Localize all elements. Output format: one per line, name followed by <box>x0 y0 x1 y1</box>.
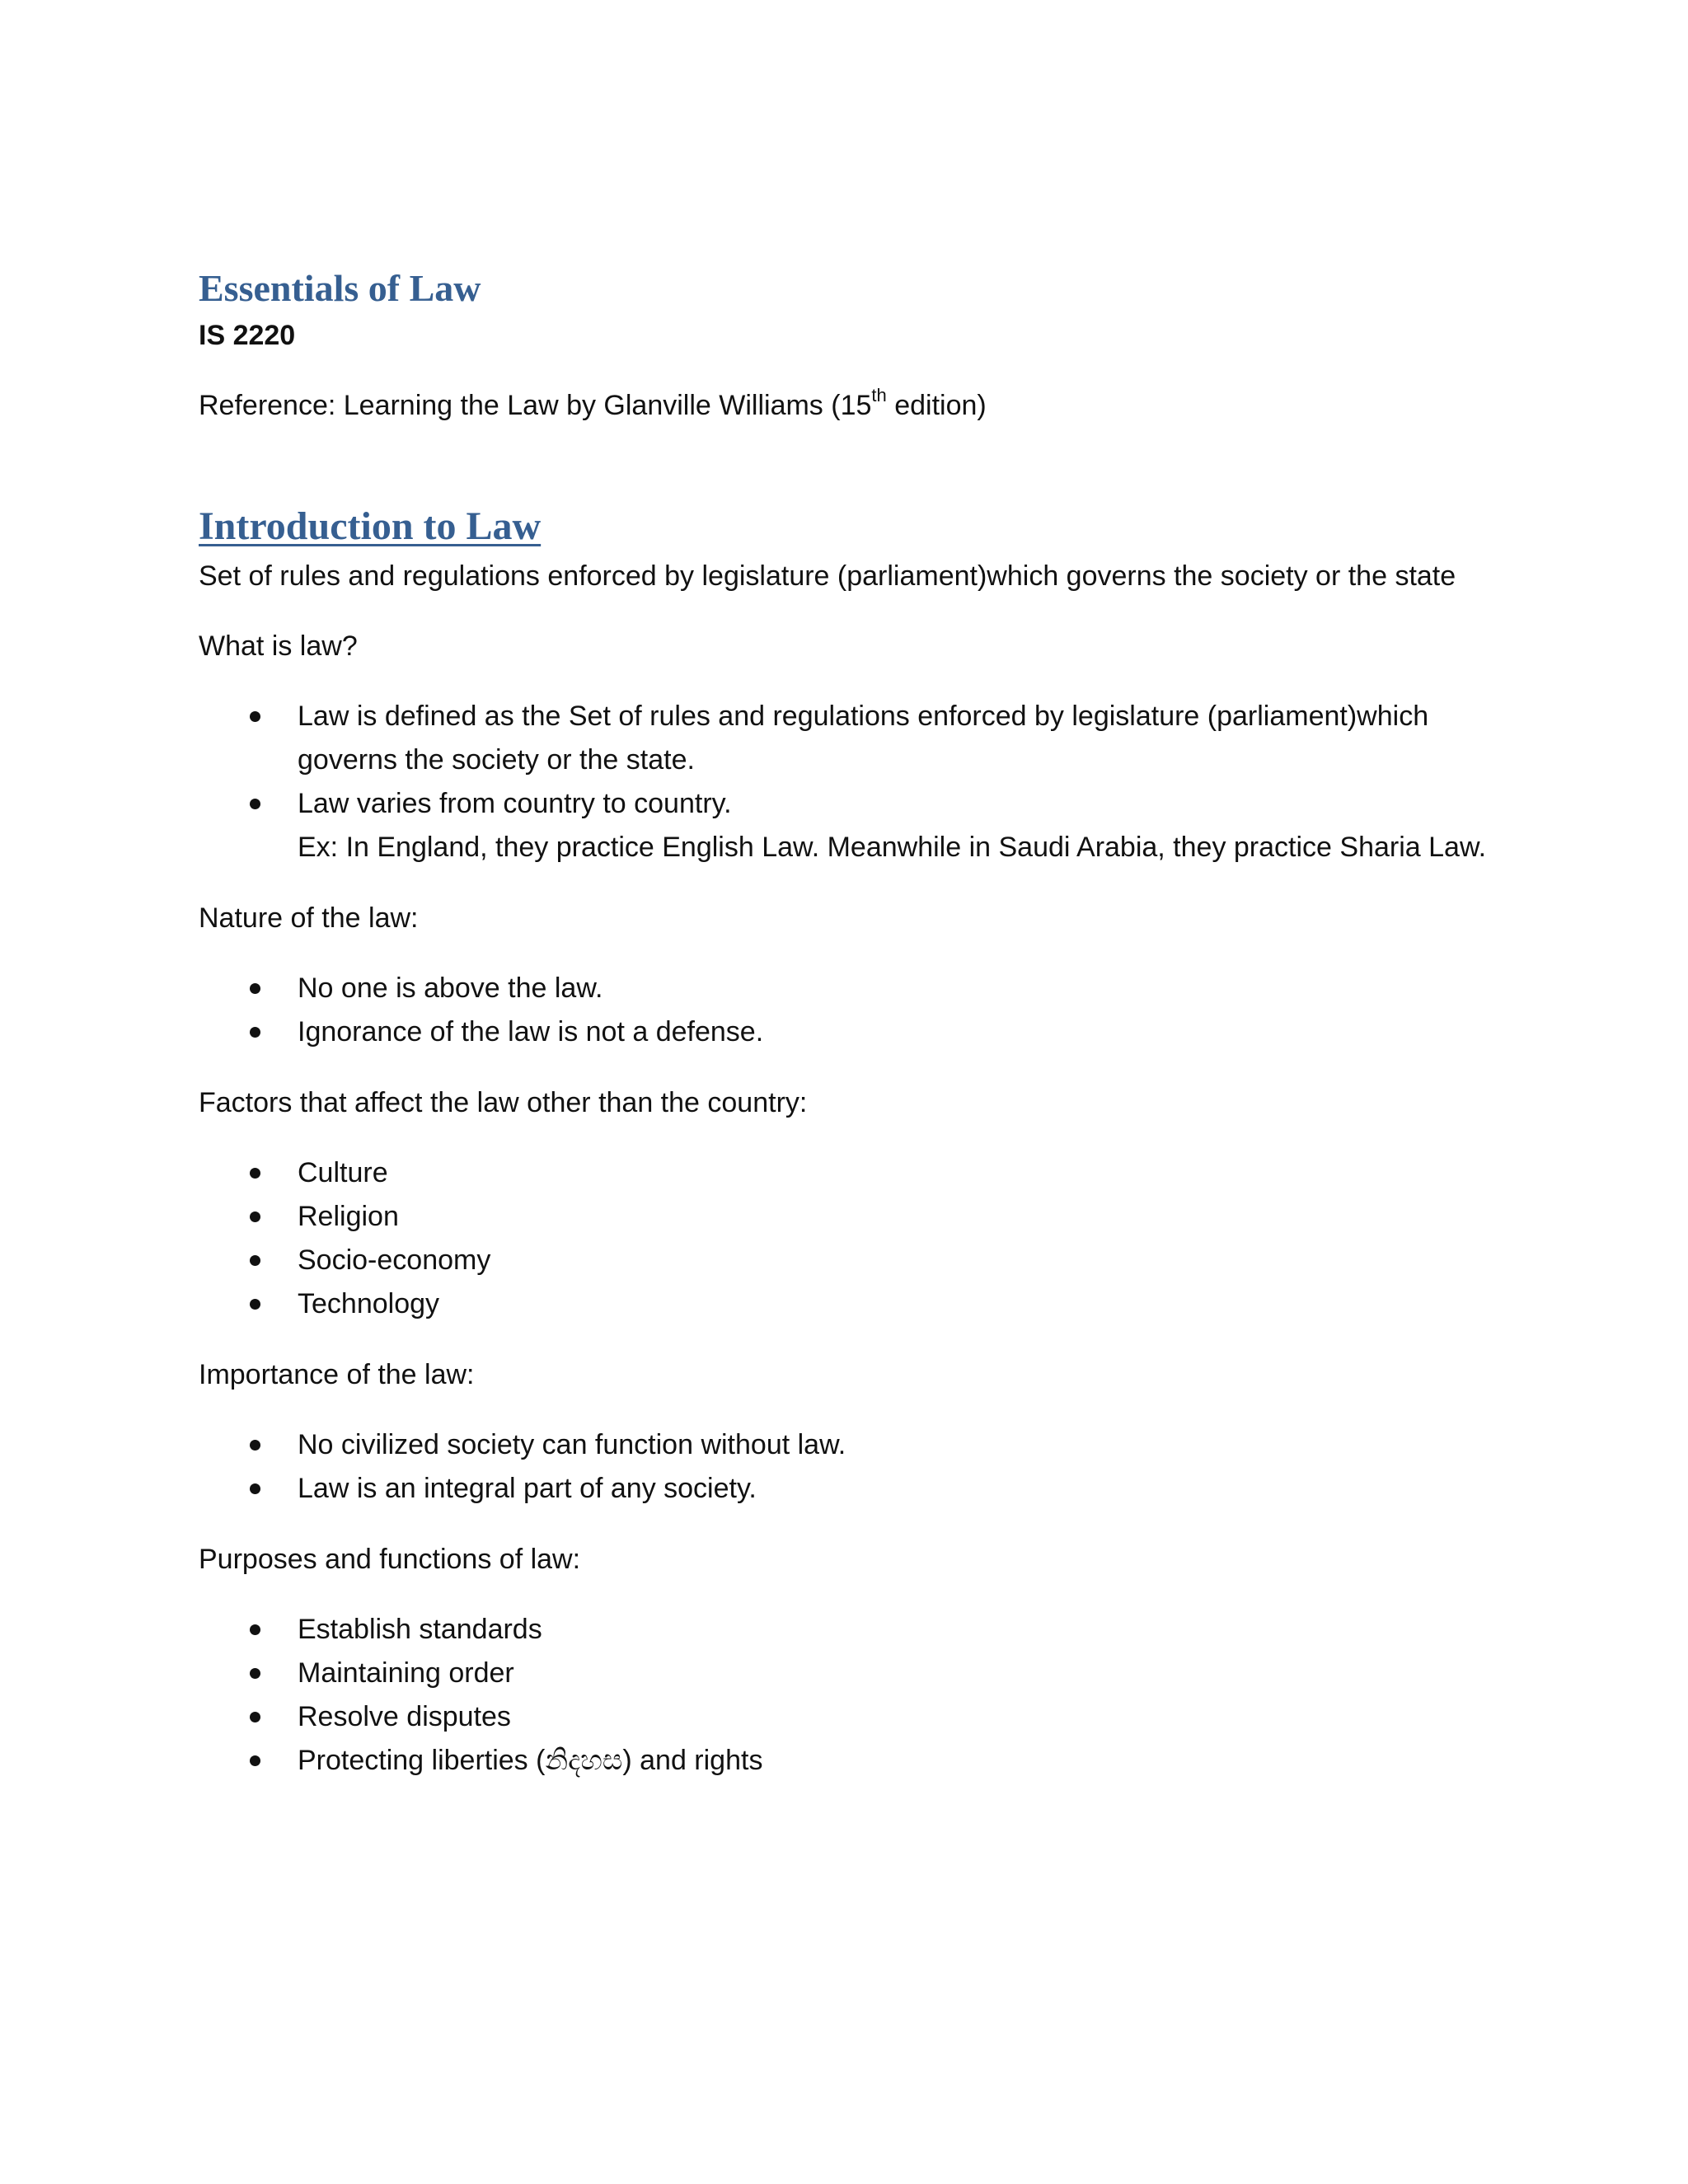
bullet-icon <box>250 1027 260 1038</box>
list-item-text: Protecting liberties (නිදහස) and rights <box>298 1745 763 1776</box>
list-item <box>199 1195 1534 1239</box>
bullet-icon <box>250 711 260 722</box>
list-item-text: Religion <box>298 1201 399 1232</box>
list-item <box>199 1151 1534 1195</box>
bullet-icon <box>250 799 260 809</box>
list-item <box>199 1010 1534 1054</box>
reference-line <box>199 384 1534 427</box>
purposes-list <box>199 1608 1534 1783</box>
bullet-icon <box>250 1212 260 1222</box>
list-item-text: Resolve disputes <box>298 1701 511 1732</box>
list-item-text: Establish standards <box>298 1614 542 1645</box>
list-item <box>199 1239 1534 1282</box>
bullet-icon <box>250 1668 260 1679</box>
list-item-text: Law is an integral part of any society. <box>298 1473 757 1504</box>
course-code: IS 2220 <box>199 320 296 351</box>
bullet-icon <box>250 1440 260 1451</box>
document-title: Essentials of Law <box>199 267 481 309</box>
list-item <box>199 1652 1534 1695</box>
bullet-icon <box>250 1483 260 1494</box>
law-definition: Set of rules and regulations enforced by legislature (parliament)which governs the society or the state <box>199 560 1456 592</box>
nature-list <box>199 967 1534 1054</box>
factors-label: Factors that affect the law other than the country: <box>199 1087 808 1118</box>
purposes-label: Purposes and functions of law: <box>199 1544 581 1575</box>
list-item-text: Law varies from country to country. <box>298 788 732 819</box>
section-heading-introduction: Introduction to Law <box>199 504 542 548</box>
list-item-text: Maintaining order <box>298 1657 514 1689</box>
importance-label: Importance of the law: <box>199 1359 475 1390</box>
document-content <box>199 262 1534 1783</box>
bullet-icon <box>250 1624 260 1635</box>
list-item <box>199 1467 1534 1511</box>
list-item <box>199 782 1534 869</box>
list-item <box>199 967 1534 1010</box>
bullet-icon <box>250 1755 260 1766</box>
what-is-law-label: What is law? <box>199 630 358 662</box>
bullet-icon <box>250 1255 260 1266</box>
list-item-text: Ignorance of the law is not a defense. <box>298 1016 764 1047</box>
list-item <box>199 1695 1534 1739</box>
list-item <box>199 695 1534 782</box>
list-item-text: No civilized society can function without law. <box>298 1429 846 1460</box>
factors-list <box>199 1151 1534 1326</box>
bullet-icon <box>250 983 260 994</box>
list-item-text: Law is defined as the Set of rules and regulations enforced by legislature (parliament)which governs the society or the state. <box>298 701 1429 776</box>
what-is-law-list <box>199 695 1534 869</box>
list-item-text: Technology <box>298 1288 440 1319</box>
list-item-text: Culture <box>298 1157 388 1188</box>
list-item <box>199 1282 1534 1326</box>
reference-text: Reference: Learning the Law by Glanville Williams (15 <box>199 390 872 421</box>
list-item-text: Socio-economy <box>298 1244 491 1276</box>
list-item <box>199 1423 1534 1467</box>
bullet-icon <box>250 1712 260 1722</box>
list-item-text: No one is above the law. <box>298 972 603 1004</box>
nature-label: Nature of the law: <box>199 902 419 934</box>
reference-superscript: th <box>871 384 887 405</box>
importance-list <box>199 1423 1534 1511</box>
list-item <box>199 1608 1534 1652</box>
bullet-icon <box>250 1299 260 1310</box>
bullet-icon <box>250 1168 260 1179</box>
example-text: Ex: In England, they practice English Law. Meanwhile in Saudi Arabia, they practice Sharia Law. <box>298 832 1487 863</box>
list-item <box>199 1739 1534 1783</box>
reference-text-end: edition) <box>886 390 987 421</box>
